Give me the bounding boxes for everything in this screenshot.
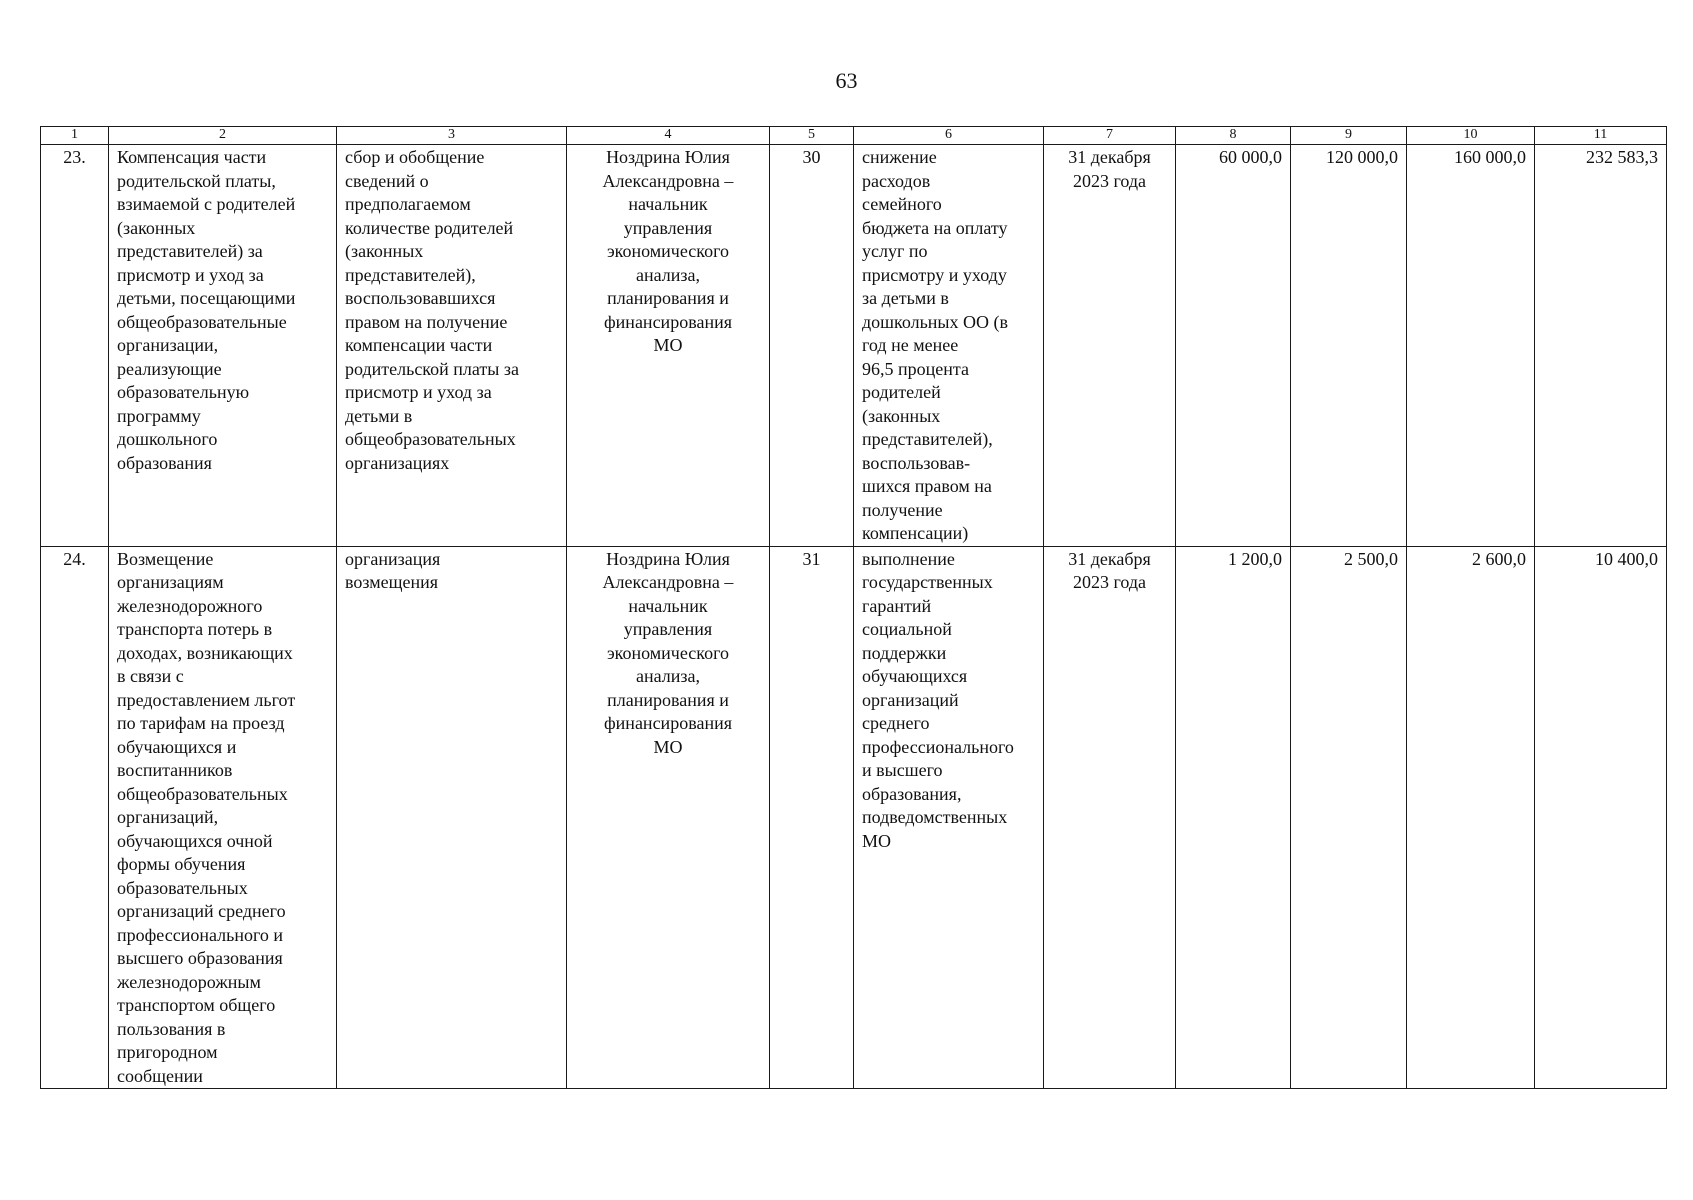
amount-col-10: 2 600,0 [1407, 546, 1535, 1089]
column-header-11: 11 [1535, 127, 1667, 145]
column-header-6: 6 [854, 127, 1044, 145]
column-header-2: 2 [109, 127, 337, 145]
column-header-5: 5 [770, 127, 854, 145]
column-header-10: 10 [1407, 127, 1535, 145]
page-number: 63 [835, 68, 858, 93]
amount-col-11: 232 583,3 [1535, 145, 1667, 547]
amount-col-9: 120 000,0 [1291, 145, 1407, 547]
table-row [41, 145, 1667, 547]
amount-col-9: 2 500,0 [1291, 546, 1407, 1089]
measure-activity: организация возмещения [337, 546, 567, 1089]
column-header-8: 8 [1176, 127, 1291, 145]
deadline: 31 декабря 2023 года [1044, 546, 1176, 1089]
column-header-9: 9 [1291, 127, 1407, 145]
indicator-code: 31 [770, 546, 854, 1089]
indicator-code: 30 [770, 145, 854, 547]
table-row [41, 546, 1667, 1089]
responsible-person: Ноздрина Юлия Александровна – начальник управления экономического анализа, планирования и финансирования МО [567, 145, 770, 547]
amount-col-10: 160 000,0 [1407, 145, 1535, 547]
amount-col-8: 1 200,0 [1176, 546, 1291, 1089]
responsible-person: Ноздрина Юлия Александровна – начальник управления экономического анализа, планирования и финансирования МО [567, 546, 770, 1089]
expected-result: снижение расходов семейного бюджета на оплату услуг по присмотру и уходу за детьми в дошкольных ОО (в год не менее 96,5 процента родителей (законных представителей), воспользовав- шихся правом на получение компенсации) [854, 145, 1044, 547]
column-header-7: 7 [1044, 127, 1176, 145]
row-number: 24. [41, 546, 109, 1089]
expected-result: выполнение государственных гарантий социальной поддержки обучающихся организаций среднего профессионального и высшего образования, подведомственных МО [854, 546, 1044, 1089]
row-number: 23. [41, 145, 109, 547]
amount-col-11: 10 400,0 [1535, 546, 1667, 1089]
column-header-4: 4 [567, 127, 770, 145]
measure-activity: сбор и обобщение сведений о предполагаемом количестве родителей (законных представителей), воспользовавшихся правом на получение компенсации части родительской платы за присмотр и уход за детьми в общеобразовательных организациях [337, 145, 567, 547]
deadline: 31 декабря 2023 года [1044, 145, 1176, 547]
measure-name: Компенсация части родительской платы, взимаемой с родителей (законных представителей) за присмотр и уход за детьми, посещающими общеобразовательные организации, реализующие образовательную программу дошкольного образования [109, 145, 337, 547]
measure-name: Возмещение организациям железнодорожного транспорта потерь в доходах, возникающих в связи с предоставлением льгот по тарифам на проезд обучающихся и воспитанников общеобразовательных организаций, обучающихся очной формы обучения образовательных организаций среднего профессионального и высшего образования железнодорожным транспортом общего пользования в пригородном сообщении [109, 546, 337, 1089]
column-header-3: 3 [337, 127, 567, 145]
column-header-1: 1 [41, 127, 109, 145]
column-number-row [41, 127, 1667, 145]
plan-table [40, 126, 1667, 1089]
amount-col-8: 60 000,0 [1176, 145, 1291, 547]
